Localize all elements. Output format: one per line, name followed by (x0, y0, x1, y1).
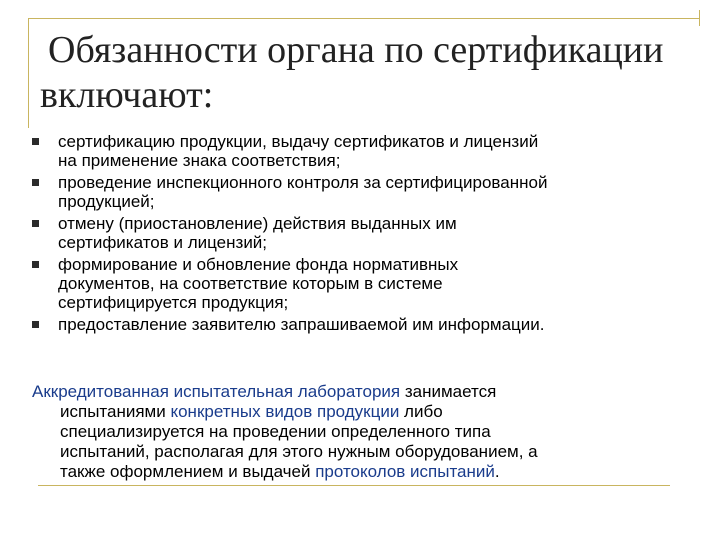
term-test-protocols: протоколов испытаний (315, 462, 495, 481)
slide-title (40, 28, 688, 118)
term-accredited-lab: Аккредитованная испытательная лаборатория (32, 382, 401, 401)
list-item-line: отмену (приостановление) действия выданных им (58, 214, 457, 233)
list-item-line: проведение инспекционного контроля за сертифицированной (58, 173, 548, 192)
list-item (32, 255, 692, 312)
list-item (32, 173, 692, 211)
paragraph-line (32, 402, 672, 422)
paragraph-line (32, 462, 672, 482)
list-item-line: сертификатов и лицензий; (58, 233, 268, 252)
list-item-line: предоставление заявителю запрашиваемой им информации. (58, 315, 545, 334)
square-bullet-icon (32, 138, 39, 145)
paragraph-text: испытаниями (60, 402, 171, 421)
list-item-line: на применение знака соответствия; (58, 151, 341, 170)
square-bullet-icon (32, 261, 39, 268)
paragraph-line: специализируется на проведении определенного типа (60, 422, 491, 441)
lab-description-paragraph (32, 382, 672, 482)
term-product-types: конкретных видов продукции (170, 402, 400, 421)
decorative-frame-bottom-line (38, 485, 670, 486)
list-item-line: сертификацию продукции, выдачу сертификатов и лицензий (58, 132, 539, 151)
list-item-line: продукцией; (58, 192, 155, 211)
slide-title-line-2: включают: (40, 74, 214, 116)
decorative-frame-top-line (28, 18, 700, 19)
list-item (32, 132, 692, 170)
list-item-line: формирование и обновление фонда нормативных (58, 255, 459, 274)
duties-bullet-list (32, 132, 692, 337)
square-bullet-icon (32, 321, 39, 328)
paragraph-text: . (494, 462, 500, 481)
list-item-line: документов, на соответствие которым в системе (58, 274, 443, 293)
list-item (32, 315, 692, 334)
square-bullet-icon (32, 220, 39, 227)
paragraph-text: также оформлением и выдачей (60, 462, 316, 481)
decorative-frame-right-line (699, 10, 700, 26)
square-bullet-icon (32, 179, 39, 186)
paragraph-text: либо (399, 402, 443, 421)
paragraph-line: испытаний, располагая для этого нужным оборудованием, а (60, 442, 538, 461)
list-item (32, 214, 692, 252)
decorative-frame-left-line (28, 18, 29, 128)
slide-title-line-1: Обязанности органа по сертификации (48, 29, 664, 71)
paragraph-text: занимается (400, 382, 497, 401)
list-item-line: сертифицируется продукция; (58, 293, 289, 312)
